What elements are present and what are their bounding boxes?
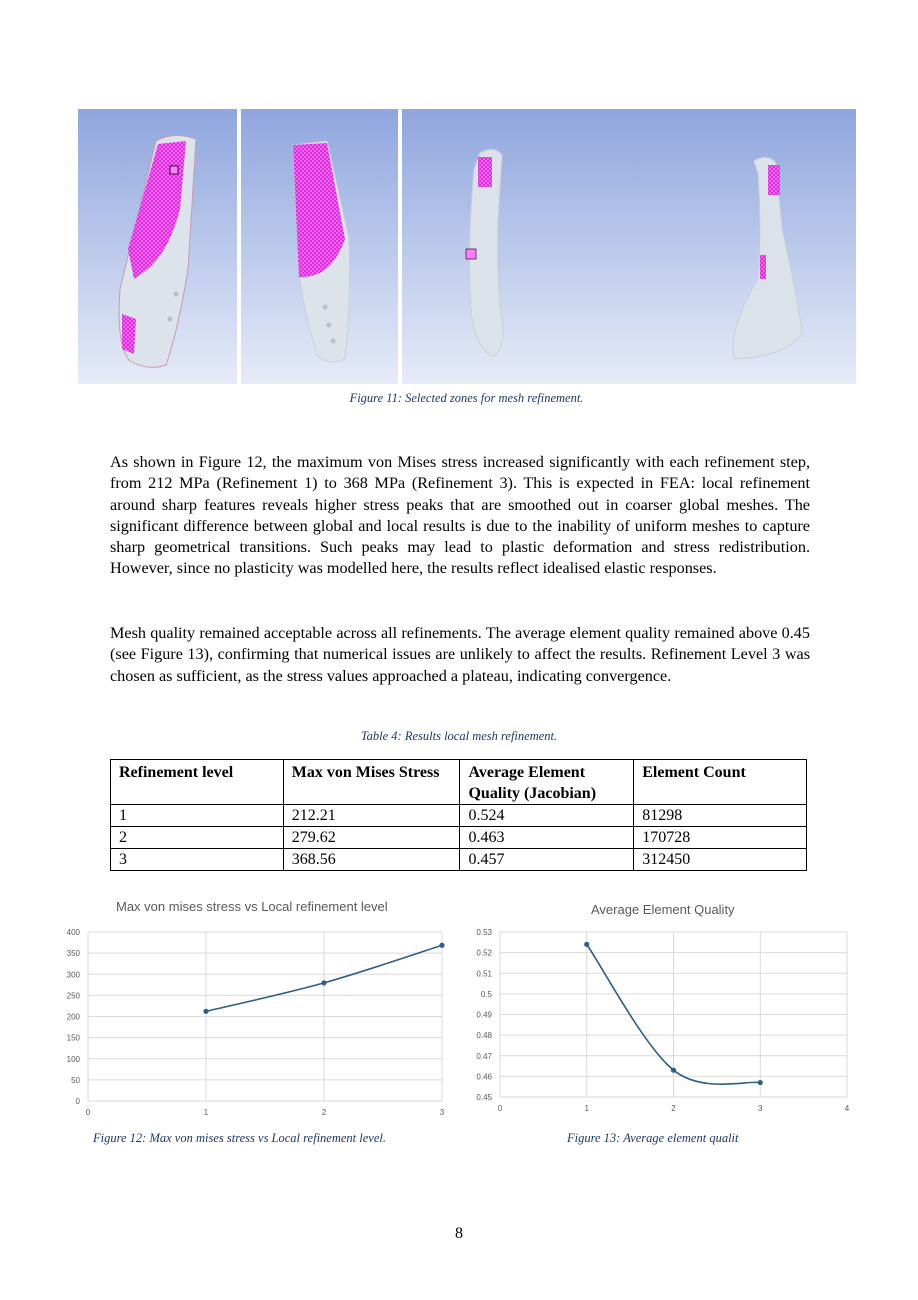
paragraph-stress-results: As shown in Figure 12, the maximum von Mises stress increased significantly with each refinement step, from 212 MPa (Refinement 1) to 368 MPa (Refinement 3). This is expected in FEA: local refinement around sharp features reveals higher stress peaks that are smoothed out in coarser global meshes. The significant difference between global and local results is due to the inability of uniform meshes to capture sharp geometrical transitions. Such peaks may lead to plastic deformation and stress redistribution. However, since no plasticity was modelled here, the results reflect idealised elastic responses. [110,453,810,578]
table-cell: 1 [111,805,284,827]
y-tick-label: 0.45 [476,1093,492,1102]
data-point [758,1080,763,1085]
y-tick-label: 350 [66,949,80,959]
y-tick-label: 0.5 [480,989,492,999]
y-tick-label: 0.53 [476,928,492,937]
results-table [110,759,807,871]
x-tick-label: 1 [584,1104,589,1113]
mesh-render-side-image [241,109,398,384]
render-panel-2 [241,109,398,384]
x-tick-label: 1 [203,1108,209,1117]
y-tick-label: 300 [66,970,80,980]
table-row [111,805,807,827]
paragraph-mesh-quality: Mesh quality remained acceptable across all refinements. The average element quality remained above 0.45 (see Figure 13), confirming that numerical issues are unlikely to affect the results. Refinement Level 3 was chosen as sufficient, as the stress values approached a plateau, indicating convergence. [110,624,810,685]
y-tick-label: 0.46 [476,1072,492,1082]
mesh-render-profile-image [402,109,856,384]
x-tick-label: 2 [671,1104,676,1113]
y-tick-label: 250 [66,991,80,1001]
table-cell: 2 [111,827,284,849]
table-row [111,849,807,871]
figure-12-caption: Figure 12: Max von mises stress vs Local refinement level. [93,1131,386,1145]
figure-13-caption: Figure 13: Average element qualit [567,1131,739,1145]
table-cell: 312450 [634,849,807,871]
y-tick-label: 0.48 [476,1031,492,1041]
table-4-caption: Table 4: Results local mesh refinement. [360,729,558,743]
chart-2-title: Average Element Quality [591,902,735,917]
x-tick-label: 4 [844,1104,850,1113]
table-cell: 279.62 [283,827,460,849]
data-point [439,943,444,948]
render-panel-3 [402,109,856,384]
render-panel-1 [78,109,237,384]
page-number: 8 [455,1225,463,1242]
y-tick-label: 0.49 [476,1010,492,1020]
x-tick-label: 0 [85,1108,91,1117]
data-point [671,1068,676,1073]
y-tick-label: 0.51 [476,969,492,979]
figure-11-caption: Figure 11: Selected zones for mesh refinement. [349,391,584,405]
x-tick-label: 3 [439,1108,445,1117]
table-cell: 212.21 [283,805,460,827]
data-point [321,980,326,985]
table-header-cell: Element Count [634,760,807,805]
chart-1-title: Max von mises stress vs Local refinement level [116,899,388,914]
y-tick-label: 0.52 [476,948,492,958]
table-header-row [111,760,807,805]
table-cell: 0.457 [460,849,634,871]
data-point [203,1009,208,1014]
y-tick-label: 100 [66,1054,80,1064]
table-header-cell: Average Element Quality (Jacobian) [460,760,634,805]
table-cell: 81298 [634,805,807,827]
y-tick-label: 0.47 [476,1051,492,1061]
y-tick-label: 200 [66,1012,80,1022]
x-tick-label: 3 [758,1104,763,1113]
table-cell: 170728 [634,827,807,849]
x-tick-label: 0 [497,1104,503,1113]
x-tick-label: 2 [321,1108,327,1117]
table-row [111,827,807,849]
table-cell: 0.463 [460,827,634,849]
table-cell: 0.524 [460,805,634,827]
y-tick-label: 400 [66,928,80,937]
y-tick-label: 150 [66,1033,80,1043]
data-point [584,942,589,947]
quality-line-chart [462,925,857,1120]
stress-line-chart [55,925,455,1120]
y-tick-label: 50 [71,1075,80,1085]
table-header-cell: Max von Mises Stress [283,760,460,805]
table-cell: 368.56 [283,849,460,871]
table-header-cell: Refinement level [111,760,284,805]
mesh-render-front-image [78,109,237,384]
table-cell: 3 [111,849,284,871]
y-tick-label: 0 [75,1097,80,1106]
